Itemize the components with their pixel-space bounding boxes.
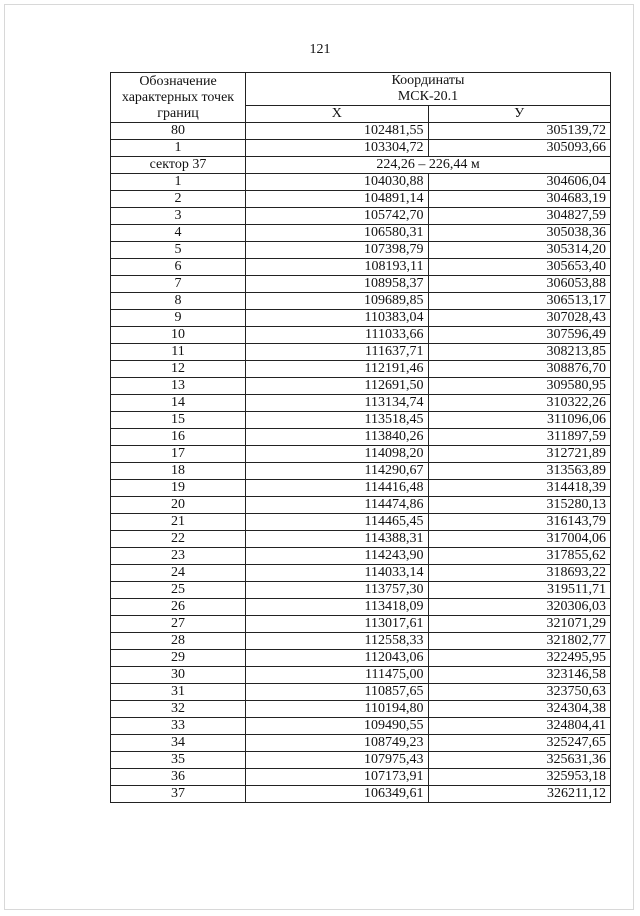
coordinates-table-body <box>111 123 611 803</box>
table-row <box>111 276 611 293</box>
y-cell: 307028,43 <box>428 310 611 327</box>
point-cell: 18 <box>111 463 246 480</box>
y-cell: 316143,79 <box>428 514 611 531</box>
point-cell: 33 <box>111 718 246 735</box>
x-cell: 110383,04 <box>246 310 429 327</box>
point-cell: 20 <box>111 497 246 514</box>
point-cell: 19 <box>111 480 246 497</box>
point-cell: 37 <box>111 786 246 803</box>
point-cell: 7 <box>111 276 246 293</box>
y-cell: 319511,71 <box>428 582 611 599</box>
table-row <box>111 735 611 752</box>
x-cell: 113017,61 <box>246 616 429 633</box>
table-row <box>111 565 611 582</box>
x-cell: 112191,46 <box>246 361 429 378</box>
table-row <box>111 208 611 225</box>
point-cell: 1 <box>111 174 246 191</box>
table-row <box>111 684 611 701</box>
table-row <box>111 616 611 633</box>
x-cell: 112043,06 <box>246 650 429 667</box>
table-row <box>111 548 611 565</box>
y-cell: 325953,18 <box>428 769 611 786</box>
x-cell: 102481,55 <box>246 123 429 140</box>
table-row <box>111 327 611 344</box>
y-cell: 312721,89 <box>428 446 611 463</box>
x-axis-header: Х <box>246 106 429 123</box>
y-cell: 323146,58 <box>428 667 611 684</box>
table-row <box>111 412 611 429</box>
y-axis-header: У <box>428 106 611 123</box>
y-cell: 318693,22 <box>428 565 611 582</box>
table-row <box>111 310 611 327</box>
x-cell: 110194,80 <box>246 701 429 718</box>
point-label-header-line3: границ <box>157 105 199 121</box>
y-cell: 317004,06 <box>428 531 611 548</box>
table-row <box>111 123 611 140</box>
point-cell: 3 <box>111 208 246 225</box>
x-cell: 105742,70 <box>246 208 429 225</box>
coordinates-header-line2: МСК-20.1 <box>397 89 459 104</box>
table-row <box>111 446 611 463</box>
y-cell: 311096,06 <box>428 412 611 429</box>
point-cell: 6 <box>111 259 246 276</box>
x-cell: 110857,65 <box>246 684 429 701</box>
point-cell: 8 <box>111 293 246 310</box>
y-cell: 317855,62 <box>428 548 611 565</box>
x-cell: 103304,72 <box>246 140 429 157</box>
y-cell: 315280,13 <box>428 497 611 514</box>
sector-row <box>111 157 611 174</box>
y-cell: 304683,19 <box>428 191 611 208</box>
point-cell: 31 <box>111 684 246 701</box>
x-cell: 111475,00 <box>246 667 429 684</box>
table-row <box>111 429 611 446</box>
point-cell: 26 <box>111 599 246 616</box>
y-cell: 305038,36 <box>428 225 611 242</box>
y-cell: 320306,03 <box>428 599 611 616</box>
x-cell: 113840,26 <box>246 429 429 446</box>
y-cell: 314418,39 <box>428 480 611 497</box>
y-cell: 323750,63 <box>428 684 611 701</box>
point-cell: 29 <box>111 650 246 667</box>
point-cell: 10 <box>111 327 246 344</box>
point-cell: 21 <box>111 514 246 531</box>
x-cell: 113134,74 <box>246 395 429 412</box>
y-cell: 308876,70 <box>428 361 611 378</box>
table-row <box>111 514 611 531</box>
x-cell: 113757,30 <box>246 582 429 599</box>
coordinates-table <box>110 72 611 803</box>
x-cell: 112691,50 <box>246 378 429 395</box>
x-cell: 114474,86 <box>246 497 429 514</box>
table-row <box>111 480 611 497</box>
point-cell: 14 <box>111 395 246 412</box>
y-cell: 321802,77 <box>428 633 611 650</box>
table-row <box>111 242 611 259</box>
x-cell: 114416,48 <box>246 480 429 497</box>
y-cell: 310322,26 <box>428 395 611 412</box>
x-cell: 108958,37 <box>246 276 429 293</box>
x-cell: 114243,90 <box>246 548 429 565</box>
point-cell: 1 <box>111 140 246 157</box>
x-cell: 104030,88 <box>246 174 429 191</box>
table-row <box>111 667 611 684</box>
table-row <box>111 361 611 378</box>
x-cell: 107173,91 <box>246 769 429 786</box>
x-cell: 107398,79 <box>246 242 429 259</box>
y-cell: 304827,59 <box>428 208 611 225</box>
point-cell: 13 <box>111 378 246 395</box>
point-cell: 80 <box>111 123 246 140</box>
point-cell: 28 <box>111 633 246 650</box>
table-row <box>111 718 611 735</box>
page-number: 121 <box>309 42 331 57</box>
point-cell: 27 <box>111 616 246 633</box>
table-row <box>111 378 611 395</box>
point-label-header <box>111 73 246 123</box>
table-row <box>111 259 611 276</box>
y-cell: 326211,12 <box>428 786 611 803</box>
x-cell: 108193,11 <box>246 259 429 276</box>
x-cell: 106580,31 <box>246 225 429 242</box>
y-cell: 313563,89 <box>428 463 611 480</box>
x-cell: 114290,67 <box>246 463 429 480</box>
point-cell: 22 <box>111 531 246 548</box>
point-cell: 5 <box>111 242 246 259</box>
x-cell: 113518,45 <box>246 412 429 429</box>
table-row <box>111 225 611 242</box>
point-label-header-line1: Обозначение <box>139 73 217 89</box>
y-cell: 305314,20 <box>428 242 611 259</box>
y-cell: 305139,72 <box>428 123 611 140</box>
table-row <box>111 633 611 650</box>
x-cell: 111637,71 <box>246 344 429 361</box>
y-cell: 324304,38 <box>428 701 611 718</box>
point-cell: 4 <box>111 225 246 242</box>
y-cell: 311897,59 <box>428 429 611 446</box>
table-row <box>111 582 611 599</box>
x-cell: 111033,66 <box>246 327 429 344</box>
y-cell: 306053,88 <box>428 276 611 293</box>
point-cell: 35 <box>111 752 246 769</box>
x-cell: 113418,09 <box>246 599 429 616</box>
table-row <box>111 497 611 514</box>
y-cell: 308213,85 <box>428 344 611 361</box>
y-cell: 322495,95 <box>428 650 611 667</box>
table-row <box>111 599 611 616</box>
point-cell: 23 <box>111 548 246 565</box>
point-cell: 17 <box>111 446 246 463</box>
point-cell: 24 <box>111 565 246 582</box>
y-cell: 305653,40 <box>428 259 611 276</box>
point-cell: 11 <box>111 344 246 361</box>
y-cell: 325631,36 <box>428 752 611 769</box>
table-row <box>111 786 611 803</box>
point-cell: 9 <box>111 310 246 327</box>
table-row <box>111 174 611 191</box>
point-cell: 25 <box>111 582 246 599</box>
point-cell: 30 <box>111 667 246 684</box>
y-cell: 307596,49 <box>428 327 611 344</box>
point-cell: 12 <box>111 361 246 378</box>
x-cell: 114033,14 <box>246 565 429 582</box>
table-row <box>111 293 611 310</box>
y-cell: 306513,17 <box>428 293 611 310</box>
y-cell: 325247,65 <box>428 735 611 752</box>
x-cell: 114388,31 <box>246 531 429 548</box>
x-cell: 107975,43 <box>246 752 429 769</box>
point-label-header-line2: характерных точек <box>121 89 235 105</box>
x-cell: 104891,14 <box>246 191 429 208</box>
table-row <box>111 463 611 480</box>
x-cell: 108749,23 <box>246 735 429 752</box>
table-row <box>111 701 611 718</box>
table-row <box>111 140 611 157</box>
point-cell: 36 <box>111 769 246 786</box>
point-cell: 34 <box>111 735 246 752</box>
table-row <box>111 395 611 412</box>
sector-label-cell: сектор 37 <box>111 157 246 174</box>
y-cell: 309580,95 <box>428 378 611 395</box>
table-row <box>111 752 611 769</box>
coordinates-header <box>246 73 611 106</box>
y-cell: 305093,66 <box>428 140 611 157</box>
y-cell: 324804,41 <box>428 718 611 735</box>
point-cell: 16 <box>111 429 246 446</box>
point-cell: 32 <box>111 701 246 718</box>
table-row <box>111 650 611 667</box>
x-cell: 109689,85 <box>246 293 429 310</box>
x-cell: 114098,20 <box>246 446 429 463</box>
y-cell: 321071,29 <box>428 616 611 633</box>
table-row <box>111 344 611 361</box>
y-cell: 304606,04 <box>428 174 611 191</box>
x-cell: 106349,61 <box>246 786 429 803</box>
x-cell: 112558,33 <box>246 633 429 650</box>
x-cell: 114465,45 <box>246 514 429 531</box>
x-cell: 109490,55 <box>246 718 429 735</box>
table-row <box>111 769 611 786</box>
table-row <box>111 531 611 548</box>
sector-range-cell: 224,26 – 226,44 м <box>246 157 611 174</box>
point-cell: 15 <box>111 412 246 429</box>
table-row <box>111 191 611 208</box>
coordinates-header-line1: Координаты <box>391 73 465 88</box>
point-cell: 2 <box>111 191 246 208</box>
